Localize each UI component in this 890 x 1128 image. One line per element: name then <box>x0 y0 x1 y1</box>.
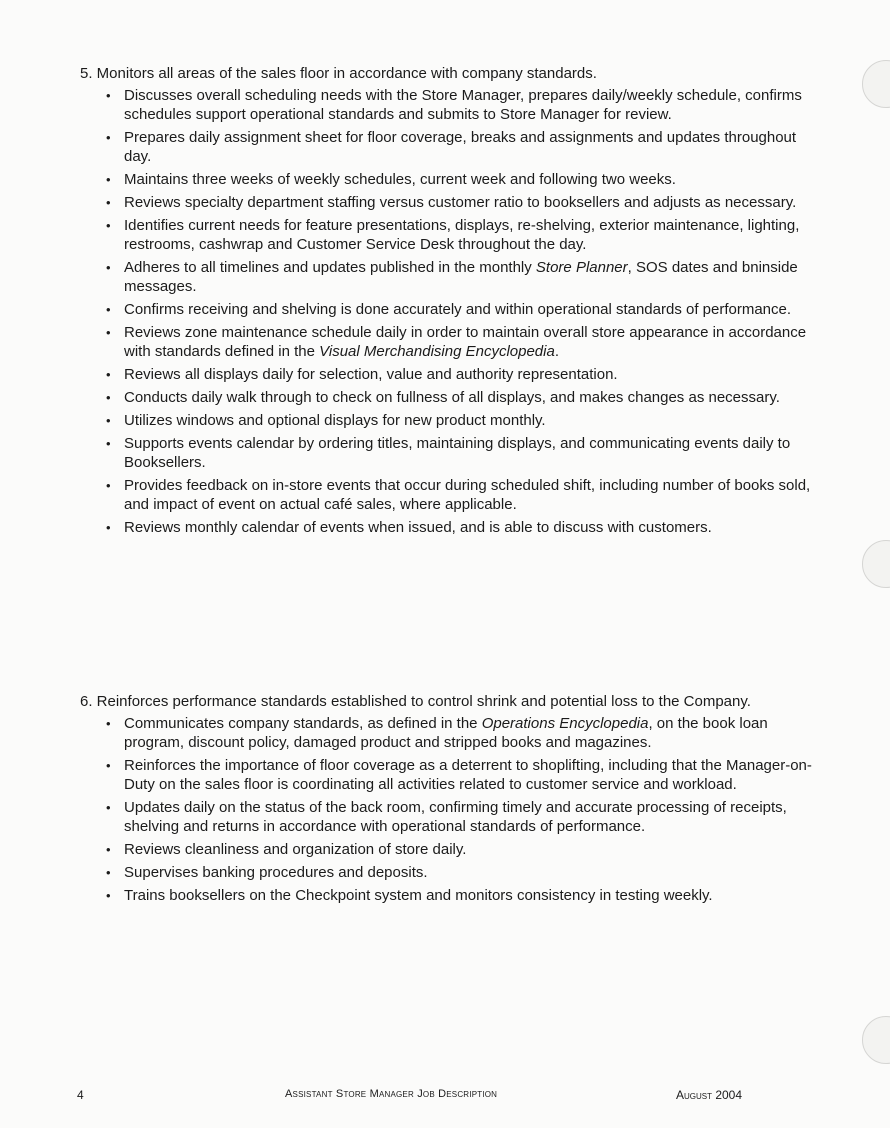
bullet-icon: • <box>106 758 111 773</box>
list-item <box>104 411 820 430</box>
list-item-text: Communicates company standards, as defined in the <box>124 715 482 732</box>
list-item <box>104 886 820 905</box>
section-6-list <box>80 714 820 905</box>
punch-hole-middle <box>862 540 890 588</box>
list-item <box>104 170 820 189</box>
list-item-text: Prepares daily assignment sheet for floor coverage, breaks and assignments and updates throughout day. <box>124 129 797 165</box>
list-item-text: Utilizes windows and optional displays for new product monthly. <box>124 412 546 429</box>
bullet-icon: • <box>106 865 111 880</box>
list-item-text: . <box>554 343 559 360</box>
list-item-text: Trains booksellers on the Checkpoint system and monitors consistency in testing weekly. <box>124 887 713 904</box>
bullet-icon: • <box>106 390 111 405</box>
bullet-icon: • <box>106 218 111 233</box>
list-item-text: Discusses overall scheduling needs with the Store Manager, prepares daily/weekly schedule, confirms schedules support operational standards and submits to Store Manager for review. <box>124 87 802 123</box>
list-item <box>104 840 820 859</box>
bullet-icon: • <box>106 478 111 493</box>
list-item <box>104 300 820 319</box>
bullet-icon: • <box>106 436 111 451</box>
punch-hole-top <box>862 60 890 108</box>
list-item-text: Reviews zone maintenance schedule daily in order to maintain overall store appearance in accordance with standards defined in the <box>124 324 807 360</box>
section-5 <box>80 64 820 541</box>
bullet-icon: • <box>106 195 111 210</box>
list-item <box>104 434 820 472</box>
list-item-text: Reviews specialty department staffing versus customer ratio to booksellers and adjusts as necessary. <box>124 194 797 211</box>
list-item-text: Provides feedback on in-store events that occur during scheduled shift, including number of books sold, and impact of event on actual café sales, where applicable. <box>124 477 811 513</box>
bullet-icon: • <box>106 367 111 382</box>
list-item-text: Maintains three weeks of weekly schedules, current week and following two weeks. <box>124 171 676 188</box>
list-item <box>104 193 820 212</box>
list-item <box>104 798 820 836</box>
section-5-list <box>80 86 820 537</box>
list-item <box>104 863 820 882</box>
list-item-text: Identifies current needs for feature presentations, displays, re-shelving, exterior maintenance, lighting, restrooms, cashwrap and Customer Service Desk throughout the day. <box>124 217 800 253</box>
list-item <box>104 216 820 254</box>
page-number: 4 <box>77 1088 84 1102</box>
section-5-heading: 5. Monitors all areas of the sales floor in accordance with company standards. <box>80 65 597 82</box>
list-item-text: , SOS dates and bninside messages. <box>124 259 798 295</box>
list-item-text: Updates daily on the status of the back room, confirming timely and accurate processing of receipts, shelving and returns in accordance with operational standards of performance. <box>124 799 787 835</box>
list-item <box>104 476 820 514</box>
list-item-text: Conducts daily walk through to check on fullness of all displays, and makes changes as necessary. <box>124 389 780 406</box>
list-item-text: Supports events calendar by ordering titles, maintaining displays, and communicating events daily to Booksellers. <box>124 435 791 471</box>
bullet-icon: • <box>106 888 111 903</box>
bullet-icon: • <box>106 88 111 103</box>
list-item-text: Adheres to all timelines and updates published in the monthly <box>124 259 536 276</box>
list-item-text: Reviews cleanliness and organization of store daily. <box>124 841 467 858</box>
bullet-icon: • <box>106 130 111 145</box>
list-item <box>104 388 820 407</box>
list-item-text: , on the book loan program, discount policy, damaged product and stripped books and magazines. <box>124 715 768 751</box>
list-item <box>104 323 820 361</box>
list-item <box>104 518 820 537</box>
list-item <box>104 128 820 166</box>
bullet-icon: • <box>106 172 111 187</box>
list-item-text: Reviews monthly calendar of events when issued, and is able to discuss with customers. <box>124 519 712 536</box>
list-item-text: Reinforces the importance of floor coverage as a deterrent to shoplifting, including that the Manager-on-Duty on the sales floor is coordinating all activities related to customer service and workload. <box>124 757 812 793</box>
list-item-text: Reviews all displays daily for selection, value and authority representation. <box>124 366 618 383</box>
bullet-icon: • <box>106 842 111 857</box>
list-item <box>104 258 820 296</box>
publication-title: Visual Merchandising Encyclopedia <box>319 343 555 360</box>
bullet-icon: • <box>106 800 111 815</box>
list-item <box>104 365 820 384</box>
list-item-text: Confirms receiving and shelving is done accurately and within operational standards of performance. <box>124 301 792 318</box>
list-item <box>104 714 820 752</box>
bullet-icon: • <box>106 520 111 535</box>
bullet-icon: • <box>106 413 111 428</box>
footer-document-title: Assistant Store Manager Job Description <box>285 1088 498 1100</box>
punch-hole-bottom <box>862 1016 890 1064</box>
section-6 <box>80 692 820 909</box>
list-item-text: Supervises banking procedures and deposits. <box>124 864 428 881</box>
page-footer <box>0 1088 890 1108</box>
publication-title: Operations Encyclopedia <box>481 715 649 732</box>
list-item <box>104 756 820 794</box>
footer-date: August 2004 <box>676 1088 743 1102</box>
publication-title: Store Planner <box>535 259 628 276</box>
bullet-icon: • <box>106 325 111 340</box>
bullet-icon: • <box>106 302 111 317</box>
bullet-icon: • <box>106 260 111 275</box>
list-item <box>104 86 820 124</box>
section-6-heading: 6. Reinforces performance standards established to control shrink and potential loss to the Company. <box>80 693 751 710</box>
bullet-icon: • <box>106 716 111 731</box>
